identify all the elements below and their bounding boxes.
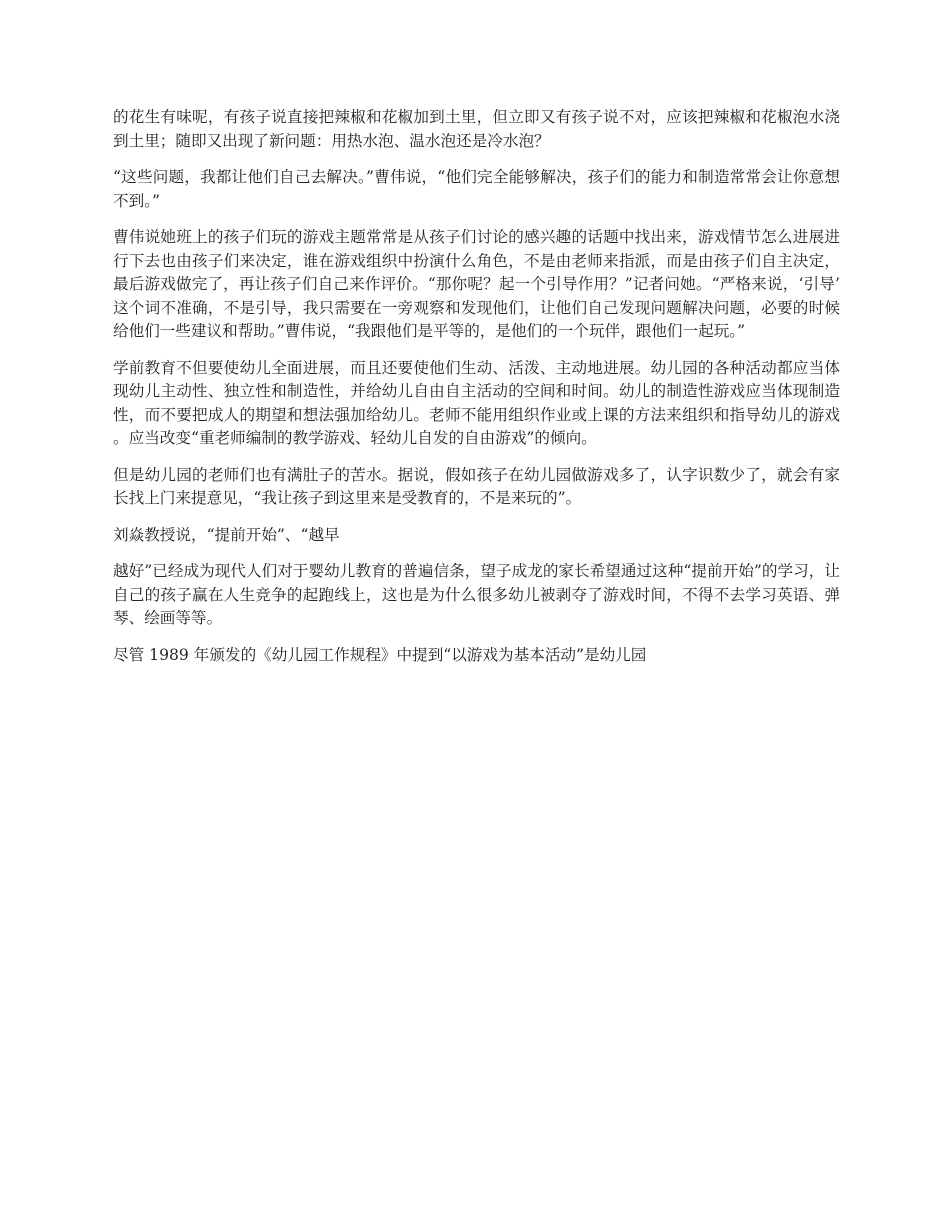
paragraph: 学前教育不但要使幼儿全面进展，而且还要使他们生动、活泼、主动地进展。幼儿园的各种活动都应当体现幼儿主动性、独立性和制造性，并给幼儿自由自主活动的空间和时间。幼儿的制造性游戏应当体现制造性，而不要把成人的期望和想法强加给幼儿。老师不能用组织作业或上课的方法来组织和指导幼儿的游戏。应当改变“重老师编制的教学游戏、轻幼儿自发的自由游戏”的倾向。 [113,358,840,447]
paragraph: 刘焱教授说，“提前开始”、“越早 [113,525,340,544]
paragraph: “这些问题，我都让他们自己去解决。”曹伟说，“他们完全能够解决，孩子们的能力和制造常常会让你意想不到。” [113,168,840,210]
paragraph: 曹伟说她班上的孩子们玩的游戏主题常常是从孩子们讨论的感兴趣的话题中找出来，游戏情节怎么进展进行下去也由孩子们来决定，谁在游戏组织中扮演什么角色，不是由老师来指派，而是由孩子们自主决定，最后游戏做完了，再让孩子们自己来作评价。“那你呢？起一个引导作用？”记者问她。“严格来说，‘引导’这个词不准确，不是引导，我只需要在一旁观察和发现他们，让他们自己发现问题解决问题，必要的时候给他们一些建议和帮助。”曹伟说，“我跟他们是平等的，是他们的一个玩伴，跟他们一起玩。” [113,228,840,340]
paragraph: 但是幼儿园的老师们也有满肚子的苦水。据说，假如孩子在幼儿园做游戏多了，认字识数少了，就会有家长找上门来提意见，“我让孩子到这里来是受教育的，不是来玩的”。 [113,465,840,507]
document-body [113,106,840,680]
paragraph: 尽管 1989 年颁发的《幼儿园工作规程》中提到“以游戏为基本活动”是幼儿园 [113,645,647,664]
paragraph: 越好”已经成为现代人们对于婴幼儿教育的普遍信条，望子成龙的家长希望通过这种“提前开始”的学习，让自己的孩子赢在人生竞争的起跑线上，这也是为什么很多幼儿被剥夺了游戏时间，不得不去学习英语、弹琴、绘画等等。 [113,562,840,627]
paragraph: 的花生有味呢，有孩子说直接把辣椒和花椒加到土里，但立即又有孩子说不对，应该把辣椒和花椒泡水浇到土里；随即又出现了新问题：用热水泡、温水泡还是冷水泡？ [113,108,840,150]
